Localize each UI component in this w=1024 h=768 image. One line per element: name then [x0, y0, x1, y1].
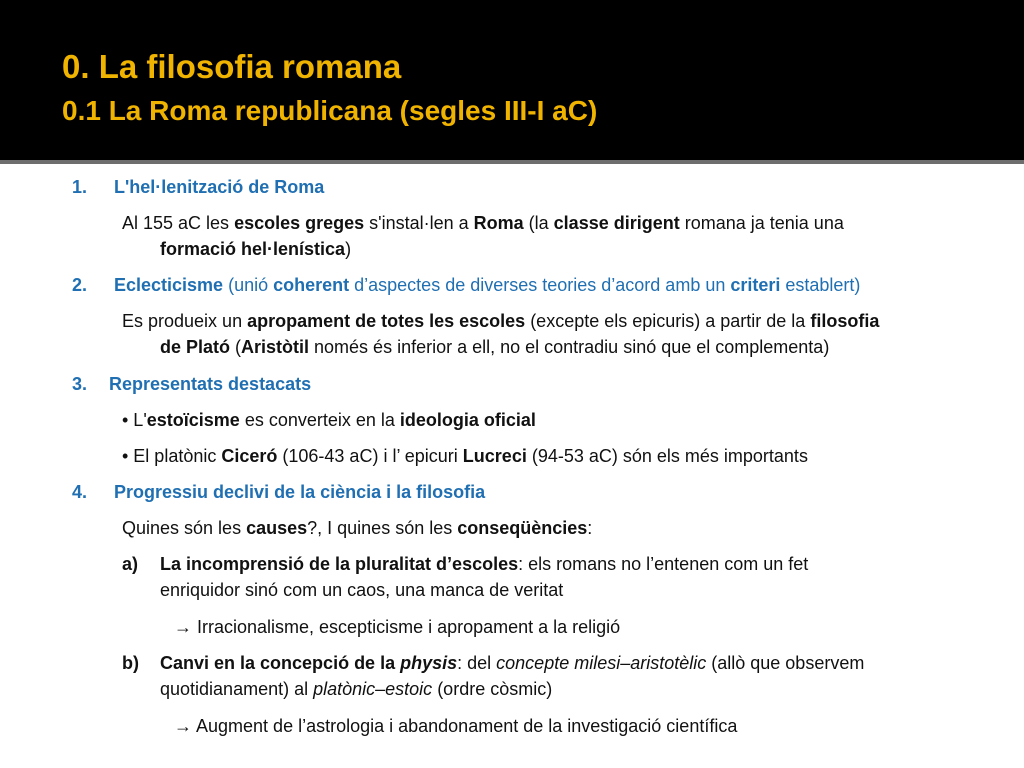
item-b-text	[160, 650, 1000, 702]
item-b-label: b)	[122, 653, 139, 673]
text-run: : del	[457, 653, 497, 673]
text-run-bold: Roma	[473, 213, 524, 233]
text-run-bold: de Plató	[160, 337, 231, 357]
text-run: (94-53 aC) són els més importants	[526, 446, 808, 466]
text-run-bold: conseqüències	[457, 518, 588, 538]
text-run-bold: Ciceró	[221, 446, 278, 466]
section-4-number: 4.	[72, 482, 88, 502]
text-run: (unió	[223, 275, 274, 295]
section-4-question	[122, 515, 992, 541]
text-run: Quines són les	[122, 518, 247, 538]
text-run: • L'	[122, 410, 147, 430]
text-run-bold: coherent	[273, 275, 350, 295]
text-run: (allò que observem	[706, 653, 865, 673]
item-a-consequence: → Irracionalisme, escepticisme i apropament a la religió	[174, 617, 621, 637]
text-run: es converteix en la	[239, 410, 400, 430]
section-3-heading: Representats destacats	[109, 374, 312, 394]
title-band	[0, 0, 1024, 160]
section-1-paragraph-line2	[122, 236, 992, 262]
text-run: d’aspectes de diverses teories d’acord amb un	[349, 275, 731, 295]
text-run: ?, I quines són les	[307, 518, 458, 538]
text-run-bold: causes	[246, 518, 308, 538]
slide-subtitle: 0.1 La Roma republicana (segles III-I aC)	[62, 95, 598, 126]
text-run-bold: filosofia	[810, 311, 880, 331]
section-1-heading: L'hel·lenització de Roma	[114, 177, 325, 197]
text-run-bold: estoïcisme	[146, 410, 240, 430]
text-run-bold: Lucreci	[462, 446, 527, 466]
text-run: : els romans no l’entenen com un fet	[518, 554, 809, 574]
slide-body	[0, 164, 1024, 768]
text-run: s'instal·len a	[364, 213, 474, 233]
text-run: :	[587, 518, 593, 538]
text-run: (	[230, 337, 242, 357]
section-2-heading	[114, 272, 860, 298]
section-2-paragraph	[122, 308, 992, 360]
text-run-bold: escoles greges	[234, 213, 365, 233]
text-run: establert)	[780, 275, 861, 295]
text-run: (la	[523, 213, 554, 233]
text-run: Al 155 aC les	[122, 213, 235, 233]
text-run-bold: La incomprensió de la pluralitat d’escoles	[160, 554, 519, 574]
text-run-bold: Canvi en la concepció de la	[160, 653, 401, 673]
section-2-number: 2.	[72, 275, 88, 295]
text-run-bold-italic: physis	[400, 653, 458, 673]
section-1-number: 1.	[72, 177, 88, 197]
text-run: (excepte els epicuris) a partir de la	[525, 311, 811, 331]
text-run-bold: formació hel·lenística	[160, 239, 346, 259]
section-2-paragraph-line2	[122, 334, 992, 360]
text-run: )	[345, 239, 352, 259]
section-3-bullet-1	[122, 407, 992, 433]
text-run-bold: ideologia oficial	[399, 410, 536, 430]
text-run-bold: Eclecticisme	[114, 275, 224, 295]
text-run: • El platònic	[122, 446, 222, 466]
section-4-heading: Progressiu declivi de la ciència i la filosofia	[114, 482, 486, 502]
text-run-bold: Aristòtil	[241, 337, 310, 357]
item-a-label: a)	[122, 554, 139, 574]
text-run: quotidianament) al	[160, 679, 314, 699]
text-run: Es produeix un	[122, 311, 248, 331]
section-3-number: 3.	[72, 374, 88, 394]
section-3-bullet-2	[122, 443, 992, 469]
text-run: (ordre còsmic)	[432, 679, 553, 699]
text-run: romana ja tenia una	[679, 213, 844, 233]
text-run: (106-43 aC) i l’ epicuri	[277, 446, 463, 466]
text-run: només és inferior a ell, no el contradiu sinó que el complementa)	[309, 337, 830, 357]
section-1-paragraph	[122, 210, 992, 262]
item-b-consequence: → Augment de l’astrologia i abandonament de la investigació científica	[174, 716, 738, 736]
text-run-bold: classe dirigent	[553, 213, 680, 233]
text-run-italic: concepte milesi–aristotèlic	[496, 653, 707, 673]
item-a-text	[160, 551, 1000, 603]
text-run-bold: criteri	[730, 275, 781, 295]
slide-title: 0. La filosofia romana	[62, 48, 402, 85]
text-run: enriquidor sinó com un caos, una manca de veritat	[160, 580, 564, 600]
text-run-italic: platònic–estoic	[313, 679, 433, 699]
text-run-bold: apropament de totes les escoles	[247, 311, 526, 331]
